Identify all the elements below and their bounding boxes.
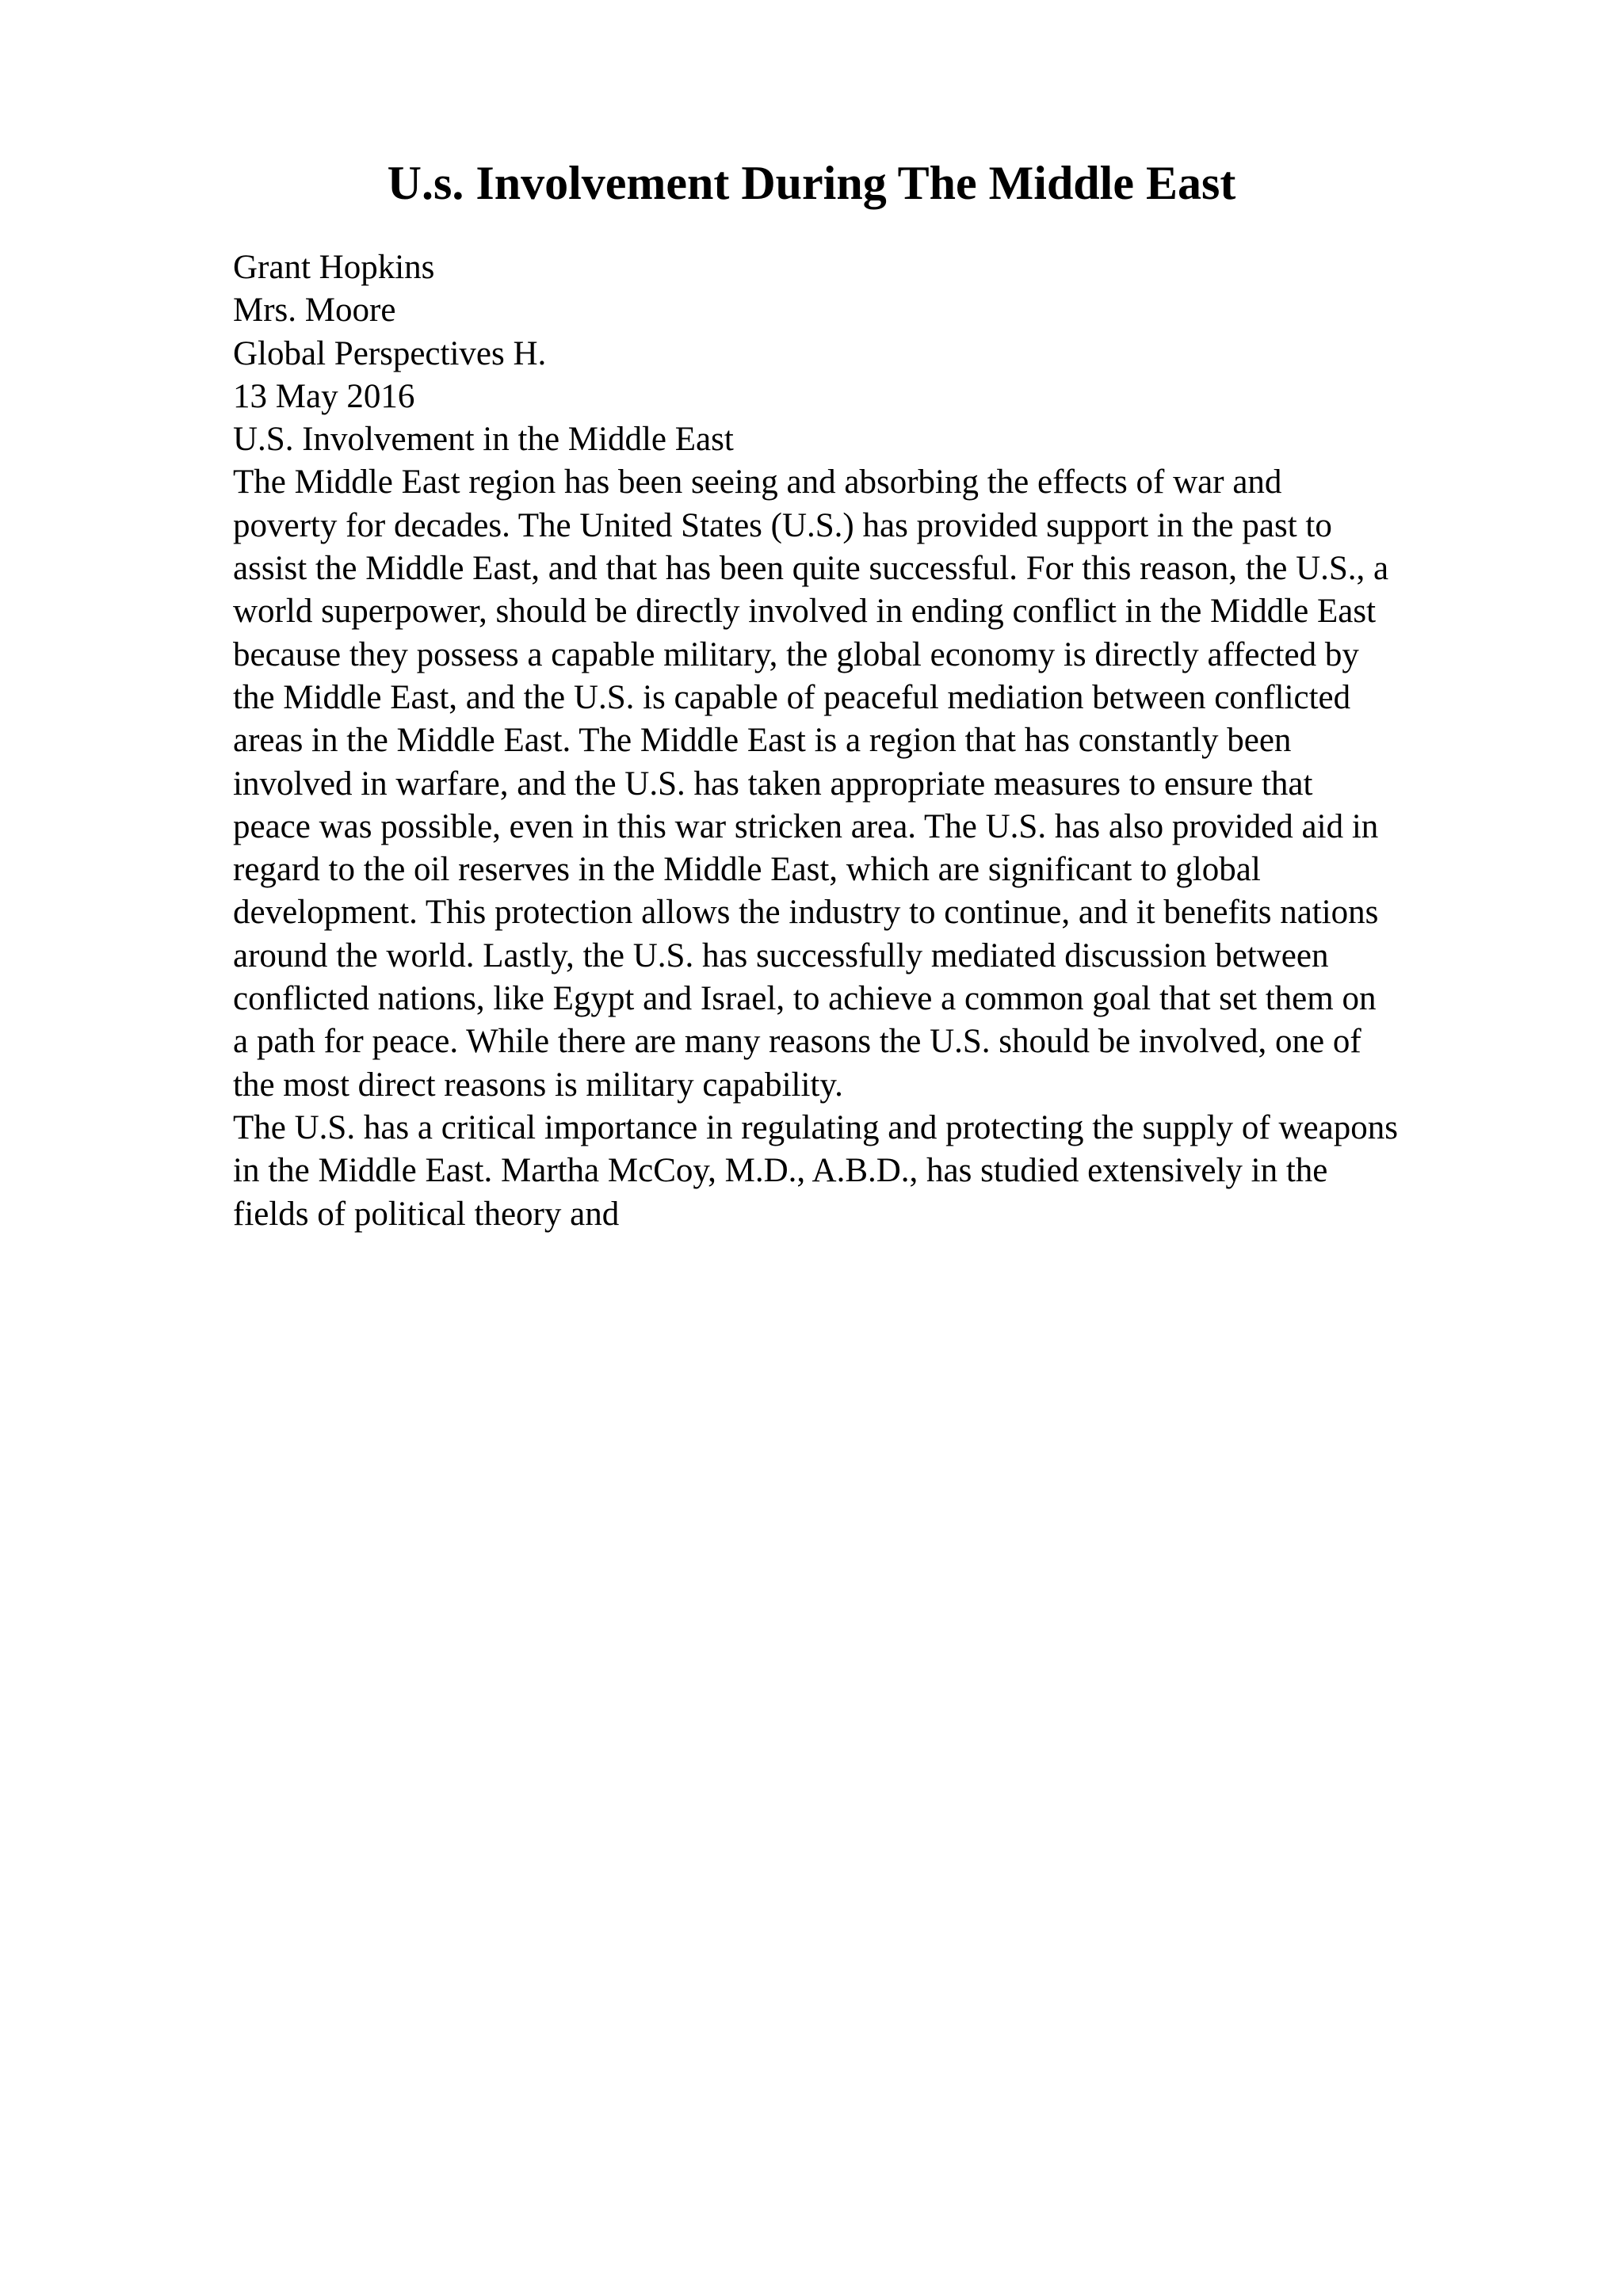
paragraph-line: because they possess a capable military, the global economy is directly affected by: [233, 635, 1359, 673]
paragraph-line: world superpower, should be directly involved in ending conflict in the Middle East: [233, 593, 1377, 631]
paragraph-line: development. This protection allows the industry to continue, and it benefits nations: [233, 894, 1379, 932]
paragraph-line: areas in the Middle East. The Middle East is a region that has constantly been: [233, 722, 1292, 760]
paragraph-1: [233, 461, 1517, 1106]
paragraph-line: The U.S. has a critical importance in regulating and protecting the supply of weapons: [233, 1108, 1398, 1146]
paragraph-line: around the world. Lastly, the U.S. has successfully mediated discussion between: [233, 936, 1329, 974]
author-name: Grant Hopkins: [233, 249, 435, 286]
paragraph-line: peace was possible, even in this war stricken area. The U.S. has also provided aid in: [233, 807, 1379, 845]
paragraph-line: fields of political theory and: [233, 1195, 620, 1233]
teacher-name: Mrs. Moore: [233, 292, 396, 330]
paragraph-line: a path for peace. While there are many reasons the U.S. should be involved, one of: [233, 1023, 1361, 1061]
document-title: U.s. Involvement During The Middle East: [387, 157, 1236, 209]
paragraph-line: poverty for decades. The United States (U.S.) has provided support in the past to: [233, 506, 1332, 544]
document-date: 13 May 2016: [233, 377, 415, 415]
document-body: [233, 246, 1517, 1236]
essay-heading: U.S. Involvement in the Middle East: [233, 421, 734, 459]
paragraph-line: conflicted nations, like Egypt and Israel, to achieve a common goal that set them on: [233, 980, 1377, 1018]
course-name: Global Perspectives H.: [233, 334, 547, 372]
paragraph-2: [233, 1107, 1517, 1236]
paragraph-line: the most direct reasons is military capability.: [233, 1066, 843, 1104]
paragraph-line: the Middle East, and the U.S. is capable of peaceful mediation between conflicted: [233, 678, 1351, 716]
paragraph-line: assist the Middle East, and that has been quite successful. For this reason, the U.S., a: [233, 550, 1389, 588]
paragraph-line: The Middle East region has been seeing and absorbing the effects of war and: [233, 463, 1282, 502]
paragraph-line: involved in warfare, and the U.S. has taken appropriate measures to ensure that: [233, 765, 1313, 803]
header-block: [233, 246, 1517, 461]
paragraph-line: in the Middle East. Martha McCoy, M.D., A.B.D., has studied extensively in the: [233, 1152, 1328, 1190]
paragraph-line: regard to the oil reserves in the Middle East, which are significant to global: [233, 851, 1261, 889]
